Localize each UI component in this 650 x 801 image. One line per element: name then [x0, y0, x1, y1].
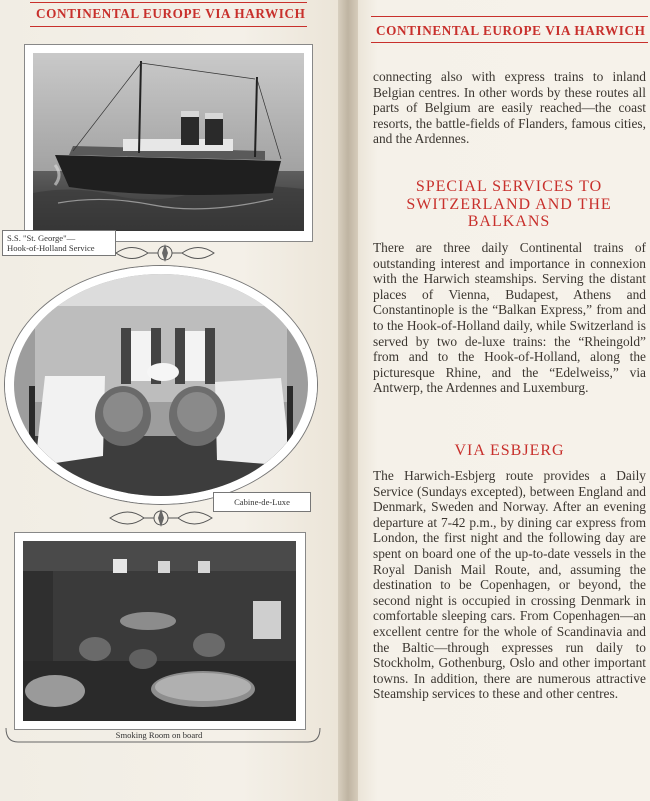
intro-paragraph [373, 69, 646, 147]
intro-paragraph-text: connecting also with express trains to inland Belgian centres. In other words by these routes all parts of Belgium are easily reached—the coast resorts, the battle-fields of Flanders, famous cities, and the Ardennes. [373, 69, 646, 147]
section-heading-special-services: SPECIAL SERVICES TO SWITZERLAND AND THE BALKANS [406, 178, 612, 230]
right-head-rule-bottom [371, 42, 648, 43]
ship-caption [2, 230, 116, 256]
right-running-head: CONTINENTAL EUROPE VIA HARWICH [376, 23, 646, 38]
esbjerg-paragraph-text: The Harwich-Esbjerg route provides a Daily Service (Sundays excepted), between England and Denmark, Sweden and Norway. After an evening departure at 7-42 p.m., by dining car express from London, the first night and the following day are spent on board one of the up-to-date vessels in the Royal Danish Mail Route, and, assuming the destination to be Copenhagen, or beyond, the second night is occupied in crossing Denmark in comfortable sleeping cars. From Copenhagen—an excellent centre for the whole of Scandinavia and the Baltic—through expresses run daily to Stockholm, Gothenburg, Oslo and other important towns. In addition, there are numerous attractive Steamship services to these and other centres. [373, 468, 646, 702]
right-head-rule-top [371, 16, 648, 17]
section-heading-via-esbjerg: VIA ESBJERG [454, 442, 565, 459]
ship-photo [33, 53, 304, 231]
left-running-head: CONTINENTAL EUROPE VIA HARWICH [36, 6, 306, 21]
cabin-plate [4, 265, 318, 505]
smoking-room-caption-text: Smoking Room on board [115, 730, 203, 740]
bottom-border-scroll [4, 722, 322, 750]
special-services-paragraph [373, 240, 646, 396]
steamship-illustration [33, 53, 304, 231]
ship-plate [24, 44, 313, 242]
esbjerg-paragraph [373, 468, 646, 702]
smoking-room-photo [23, 541, 296, 721]
left-head-rule-top [30, 2, 307, 3]
special-services-paragraph-text: There are three daily Continental trains of outstanding interest and importance in connexion with the Harwich steamships. Serving the distant places of Vienna, Budapest, Athens and Constantinople is the “Balkan Express,” from and to the Hook-of-Holland daily, while Switzerland is served by two de-luxe trains: the “Rheingold” from and to the Hook-of-Holland, along the picturesque Rhine, and the “Edelweiss,” via Antwerp, the Ardennes and Luxemburg. [373, 240, 646, 396]
page-spine [338, 0, 358, 801]
left-head-rule-bottom [30, 26, 307, 27]
cabin-caption-text: Cabine-de-Luxe [234, 497, 290, 507]
cabin-caption [213, 492, 311, 512]
scroll-ornament-bottom [106, 504, 216, 532]
scroll-ornament-top [112, 240, 218, 266]
smoking-room-plate [14, 532, 306, 730]
cabin-illustration [5, 266, 317, 504]
smoking-room-illustration [23, 541, 296, 721]
ship-caption-text: S.S. "St. George"— Hook-of-Holland Service [7, 233, 95, 253]
